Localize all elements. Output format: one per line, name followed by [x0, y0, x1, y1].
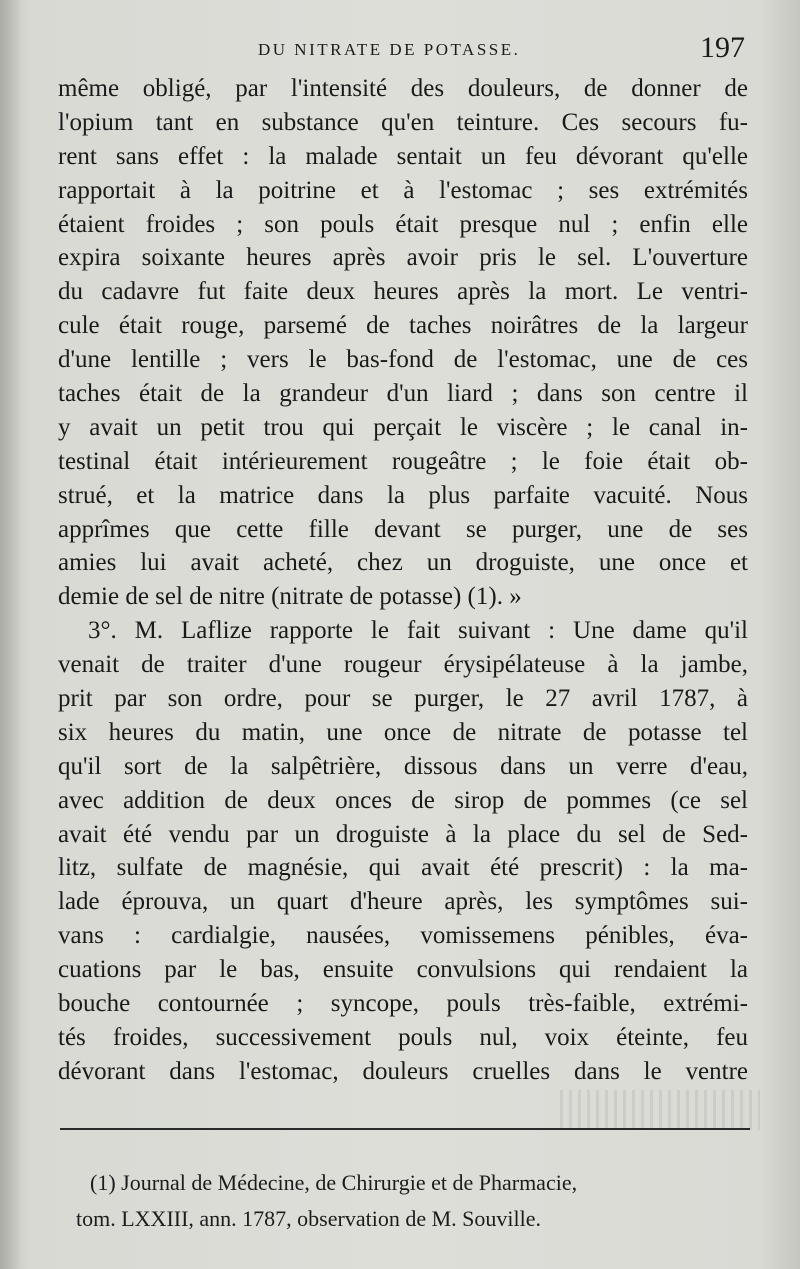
text-line: cule était rouge, parsemé de taches noirâtres de la largeur [58, 312, 748, 340]
footnote-line: (1) Journal de Médecine, de Chirurgie et de Pharmacie, [90, 1170, 578, 1195]
text-line: lade éprouva, un quart d'heure après, les symptômes sui- [58, 888, 748, 916]
text-line: cuations par le bas, ensuite convulsions qui rendaient la [58, 956, 748, 984]
spine-shadow [0, 0, 22, 1269]
text-line: venait de traiter d'une rougeur érysipélateuse à la jambe, [58, 651, 748, 679]
text-line: bouche contournée ; syncope, pouls très-faible, extrémi- [58, 990, 748, 1018]
text-line: litz, sulfate de magnésie, qui avait été prescrit) : la ma- [58, 854, 748, 882]
text-line: expira soixante heures après avoir pris le sel. L'ouverture [58, 244, 748, 272]
text-line: taches était de la grandeur d'un liard ; dans son centre il [58, 380, 748, 408]
text-line: d'une lentille ; vers le bas-fond de l'estomac, une de ces [58, 346, 748, 374]
text-line: testinal était intérieurement rougeâtre ; le foie était ob- [58, 447, 748, 475]
footnotes [76, 1165, 760, 1237]
text-line: étaient froides ; son pouls était presque nul ; enfin elle [58, 210, 748, 238]
text-line: l'opium tant en substance qu'en teinture. Ces secours fu- [58, 108, 748, 136]
text-line: dévorant dans l'estomac, douleurs cruelles dans le ventre [58, 1057, 748, 1085]
text-line: qu'il sort de la salpêtrière, dissous dans un verre d'eau, [58, 752, 748, 780]
text-line-paragraph-end: demie de sel de nitre (nitrate de potasse) (1). » [58, 583, 522, 611]
text-line: amies lui avait acheté, chez un droguiste, une once et [58, 549, 748, 577]
running-head [0, 28, 800, 78]
text-line: prit par son ordre, pour se purger, le 27 avril 1787, à [58, 685, 748, 713]
text-line: tés froides, successivement pouls nul, voix éteinte, feu [58, 1023, 748, 1051]
text-line: avait été vendu par un droguiste à la place du sel de Sed- [58, 820, 748, 848]
text-line: strué, et la matrice dans la plus parfaite vacuité. Nous [58, 481, 748, 509]
footnote-divider [60, 1128, 750, 1130]
text-line: vans : cardialgie, nausées, vomissemens pénibles, éva- [58, 922, 748, 950]
text-line: du cadavre fut faite deux heures après la mort. Le ventri- [58, 278, 748, 306]
page-number: 197 [700, 31, 745, 64]
text-line: avec addition de deux onces de sirop de pommes (ce sel [58, 786, 748, 814]
text-line: y avait un petit trou qui perçait le viscère ; le canal in- [58, 413, 748, 441]
running-title: DU NITRATE DE POTASSE. [258, 40, 521, 59]
text-line: même obligé, par l'intensité des douleurs, de donner de [58, 75, 748, 102]
text-line-paragraph-start: 3°. M. Laflize rapporte le fait suivant : Une dame qu'il [88, 617, 748, 645]
text-line: six heures du matin, une once de nitrate de potasse tel [58, 718, 748, 746]
bleed-through-texture [560, 1090, 760, 1130]
body-text [58, 72, 748, 1089]
text-line: apprîmes que cette fille devant se purger, une de ses [58, 515, 748, 543]
text-line: rent sans effet : la malade sentait un feu dévorant qu'elle [58, 142, 748, 170]
footnote-line: tom. LXXIII, ann. 1787, observation de M. Souville. [76, 1206, 541, 1231]
text-line: rapportait à la poitrine et à l'estomac ; ses extrémités [58, 176, 748, 204]
